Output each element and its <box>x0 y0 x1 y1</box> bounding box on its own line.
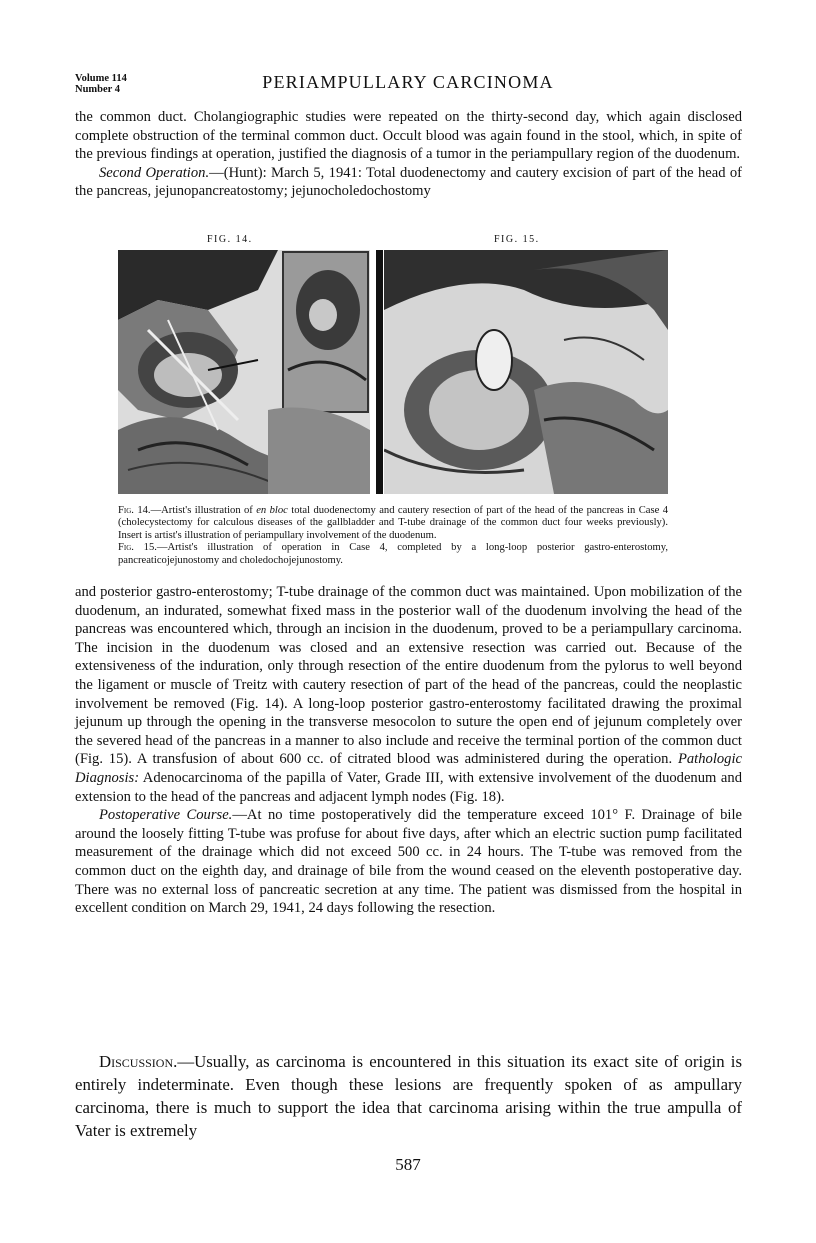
text-block-top <box>75 108 742 201</box>
fig14-illustration <box>118 250 370 494</box>
page-number: 587 <box>395 1155 421 1174</box>
volume-label: Volume 114 <box>75 73 127 84</box>
section-heading-second-operation: Second Operation. <box>99 164 210 181</box>
caption-fig14-label: Fig. 14. <box>118 505 151 516</box>
paragraph-discussion: Discussion.—Usually, as carcinoma is encountered in this situation its exact site of origin is entirely indeterminate. Even though these lesions are frequently spoken of as ampullary carcinoma, there is much to support the idea that carcinoma arising within the true ampulla of Vater is extremely <box>75 1052 742 1140</box>
caption-fig14: Fig. 14.—Artist's illustration of en bloc total duodenectomy and cautery resection of part of the head of the pancreas in Case 4 (cholecystectomy for calculous diseases of the gallbladder and T-tube drainage of the common duct four weeks previously). Insert is artist's illustration of periampullary involvement of the duodenum. <box>118 505 668 541</box>
paragraph-2 <box>75 164 742 201</box>
figure-divider <box>376 250 383 494</box>
caption-fig15-label: Fig. 15. <box>118 542 157 554</box>
caption-fig15: Fig. 15.—Artist's illustration of operation in Case 4, completed by a long-loop posterior gastro-enterostomy, pancreaticojejunostomy and choledochojejunostomy. <box>118 542 668 566</box>
fig15-label: FIG. 15. <box>494 234 540 245</box>
section-heading-postoperative-course: Postoperative Course. <box>99 807 233 824</box>
fig14-label: FIG. 14. <box>207 234 253 245</box>
paragraph-2-text: —(Hunt): March 5, 1941: Total duodenectomy and cautery excision of part of the head of the pancreas, jejunopancreatostomy; jejunocholedochostomy <box>75 164 742 200</box>
paragraph-1: the common duct. Cholangiographic studies were repeated on the thirty-second day, which again disclosed complete obstruction of the terminal common duct. Occult blood was again found in the stool, which, in spite of the previous findings at operation, justified the diagnosis of a tumor in the periampullary region of the duodenum. <box>75 109 742 163</box>
paragraph-3: and posterior gastro-enterostomy; T-tube drainage of the common duct was maintained. Upon mobilization of the duodenum, an indurated, somewhat fixed mass in the posterior wall of the duodenum involving the head of the pancreas was encountered which, through an incision in the duodenum, proved to be a periampullary carcinoma. The incision in the duodenum was closed and an extensive resection was carried out. Because of the extensiveness of the induration, only through resection of the entire duodenum from the pylorus to well beyond the ligament or muscle of Treitz with cautery resection of part of the head of the pancreas, could the neoplastic involvement be removed (Fig. 14). A long-loop posterior gastro-enterostomy facilitated drawing the proximal jejunum up through the opening in the transverse mesocolon to suture the open end of jejunum completely over the severed head of the pancreas in a manner to also include and receive the terminal portion of the common duct (Fig. 15). A transfusion of about 600 cc. of citrated blood was administered during the operation. Pathologic Diagnosis: Adenocarcinoma of the papilla of Vater, Grade III, with extensive involvement of the duodenum and extension to the head of the pancreas and adjacent lymph nodes (Fig. 18). <box>75 584 742 805</box>
discussion-block <box>75 1050 742 1142</box>
fig15-illustration <box>384 250 668 494</box>
number-label: Number 4 <box>75 84 121 95</box>
running-title: PERIAMPULLARY CARCINOMA <box>262 72 554 92</box>
section-heading-discussion: Discussion. <box>99 1052 178 1071</box>
section-heading-pathologic-diagnosis: Pathologic Diagnosis: <box>75 751 742 786</box>
figure-captions <box>118 505 668 567</box>
paragraph-4: Postoperative Course.—At no time postoperatively did the temperature exceed 101° F. Drainage of bile around the loosely fitting T-tube was profuse for about five days, after which an electric suction pump facilitated measurement of the drainage which did not exceed 500 cc. in 24 hours. The T-tube was removed from the common duct on the eighth day, and drainage of bile from the wound ceased on the eleventh postoperative day. There was no external loss of pancreatic secretion at any time. The patient was dismissed from the hospital in excellent condition on March 29, 1941, 24 days following the resection. <box>75 807 742 917</box>
text-block-main <box>75 583 742 918</box>
